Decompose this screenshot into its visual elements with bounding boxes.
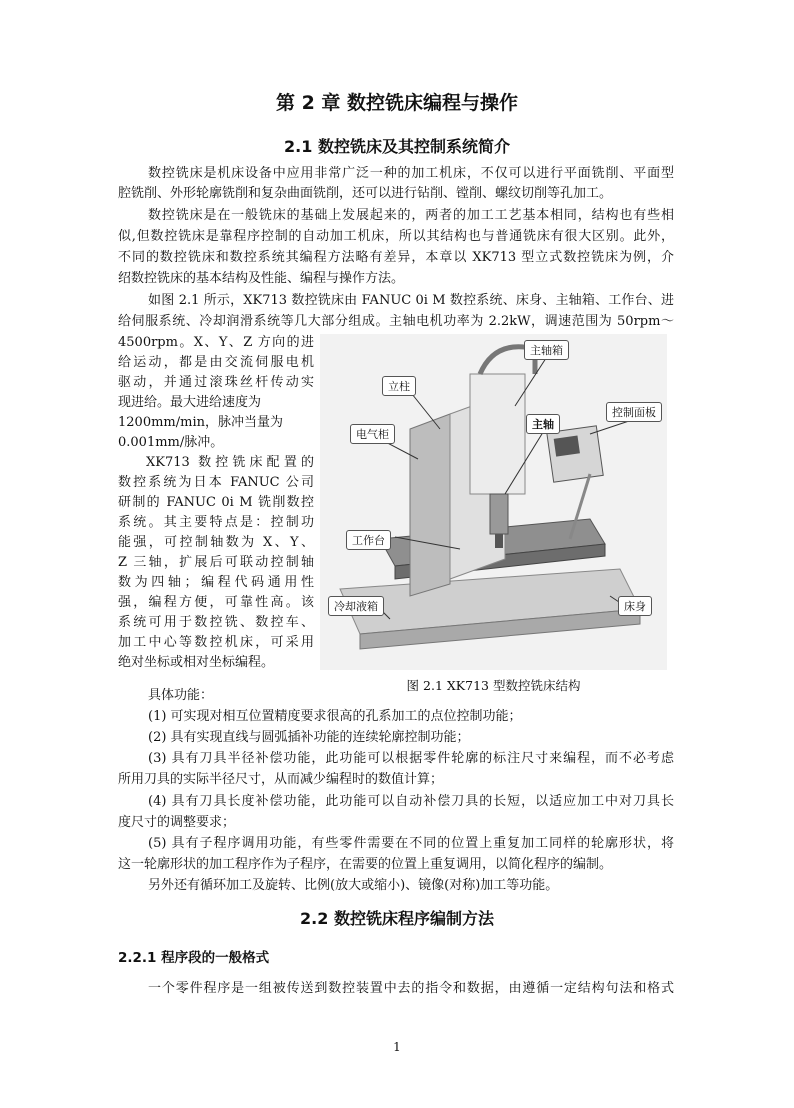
label-bed: 床身	[618, 596, 652, 616]
para2-line2: 似,但数控铣床是靠程序控制的自动加工机床，所以其结构也与普通铣床有很大区别。此外，	[118, 229, 674, 244]
section-title-2-1: 2.1 数控铣床及其控制系统简介	[284, 137, 510, 156]
feature-4-line1: (4) 具有刀具长度补偿功能，此功能可以自动补偿刀具的长短，以适应加工中对刀具长	[148, 794, 674, 809]
para1-line1: 数控铣床是机床设备中应用非常广泛一种的加工机床，不仅可以进行平面铣削、平面型	[148, 166, 674, 181]
left-line: 1200mm/min，脉冲当量为	[118, 415, 283, 430]
feature-5-line2: 这一轮廓形状的加工程序作为子程序，在需要的位置上重复调用，以简化程序的编制。	[118, 857, 613, 872]
left-line: 加工中心等数控机床，可采用	[118, 635, 314, 650]
label-coolant-tank: 冷却液箱	[328, 596, 384, 616]
left-line: 绝对坐标或相对坐标编程。	[118, 655, 275, 670]
features-intro: 具体功能：	[148, 688, 214, 703]
label-worktable: 工作台	[346, 530, 391, 550]
left-line: 驱动，并通过滚珠丝杆传动实	[118, 375, 314, 390]
left-line: 现进给。最大进给速度为	[118, 395, 262, 410]
left-line: 研制的 FANUC 0i M 铣削数控	[118, 495, 314, 510]
left-line: 系统可用于数控铣、数控车、	[118, 615, 314, 630]
left-line: 给运动，都是由交流伺服电机	[118, 355, 314, 370]
milling-machine-illustration	[320, 334, 667, 670]
para3-line2: 给伺服系统、冷却润滑系统等几大部分组成。主轴电机功率为 2.2kW，调速范围为 50rpm～	[118, 314, 674, 329]
feature-4-line2: 度尺寸的调整要求；	[118, 815, 236, 830]
subsection-title-2-2-1: 2.2.1 程序段的一般格式	[118, 950, 270, 966]
page-number: 1	[393, 1040, 401, 1054]
para3-line1: 如图 2.1 所示，XK713 数控铣床由 FANUC 0i M 数控系统、床身、主轴箱、工作台、进	[148, 293, 674, 308]
feature-3-line2: 所用刀具的实际半径尺寸，从而减少编程时的数值计算；	[118, 772, 444, 787]
feature-1: (1) 可实现对相互位置精度要求很高的孔系加工的点位控制功能；	[148, 709, 522, 724]
label-control-panel: 控制面板	[606, 402, 662, 422]
feature-3-line1: (3) 具有刀具半径补偿功能，此功能可以根据零件轮廓的标注尺寸来编程，而不必考虑	[148, 751, 674, 766]
left-line: 0.001mm/脉冲。	[118, 435, 224, 450]
para2-line3: 不同的数控铣床和数控系统其编程方法略有差异，本章以 XK713 型立式数控铣床为例，介	[118, 250, 674, 265]
machine-figure	[320, 334, 667, 670]
para1-line2: 腔铣削、外形轮廓铣削和复杂曲面铣削，还可以进行钻削、镗削、螺纹切削等孔加工。	[118, 186, 613, 201]
para2-line1: 数控铣床是在一般铣床的基础上发展起来的，两者的加工工艺基本相同，结构也有些相	[148, 208, 674, 223]
label-spindle: 主轴	[526, 414, 560, 434]
left-line: 能强，可控制轴数为 X、Y、	[118, 535, 314, 550]
section-title-2-2: 2.2 数控铣床程序编制方法	[300, 909, 494, 928]
left-line: 4500rpm。X、Y、Z 方向的进	[118, 335, 314, 350]
label-electric-cabinet: 电气柜	[350, 424, 395, 444]
last-paragraph: 一个零件程序是一组被传送到数控装置中去的指令和数据，由遵循一定结构句法和格式	[148, 981, 674, 996]
left-line: 强，编程方便，可靠性高。该	[118, 595, 314, 610]
feature-2: (2) 具有实现直线与圆弧插补功能的连续轮廓控制功能；	[148, 730, 470, 745]
figure-caption: 图 2.1 XK713 型数控铣床结构	[406, 678, 581, 693]
left-line: 数为四轴；编程代码通用性	[118, 575, 314, 590]
left-column	[118, 333, 314, 673]
left-line: 系统。其主要特点是：控制功	[118, 515, 314, 530]
left-line: 数控系统为日本 FANUC 公司	[118, 475, 314, 490]
label-spindle-box: 主轴箱	[524, 340, 569, 360]
features-outro: 另外还有循环加工及旋转、比例(放大或缩小)、镜像(对称)加工等功能。	[148, 878, 559, 893]
para2-line4: 绍数控铣床的基本结构及性能、编程与操作方法。	[118, 271, 405, 286]
left-line: Z 三轴，扩展后可联动控制轴	[118, 555, 314, 570]
feature-5-line1: (5) 具有子程序调用功能，有些零件需要在不同的位置上重复加工同样的轮廓形状，将	[148, 836, 674, 851]
left-line: XK713 数控铣床配置的	[146, 455, 314, 470]
label-column: 立柱	[382, 376, 416, 396]
chapter-title: 第 2 章 数控铣床编程与操作	[275, 92, 519, 114]
